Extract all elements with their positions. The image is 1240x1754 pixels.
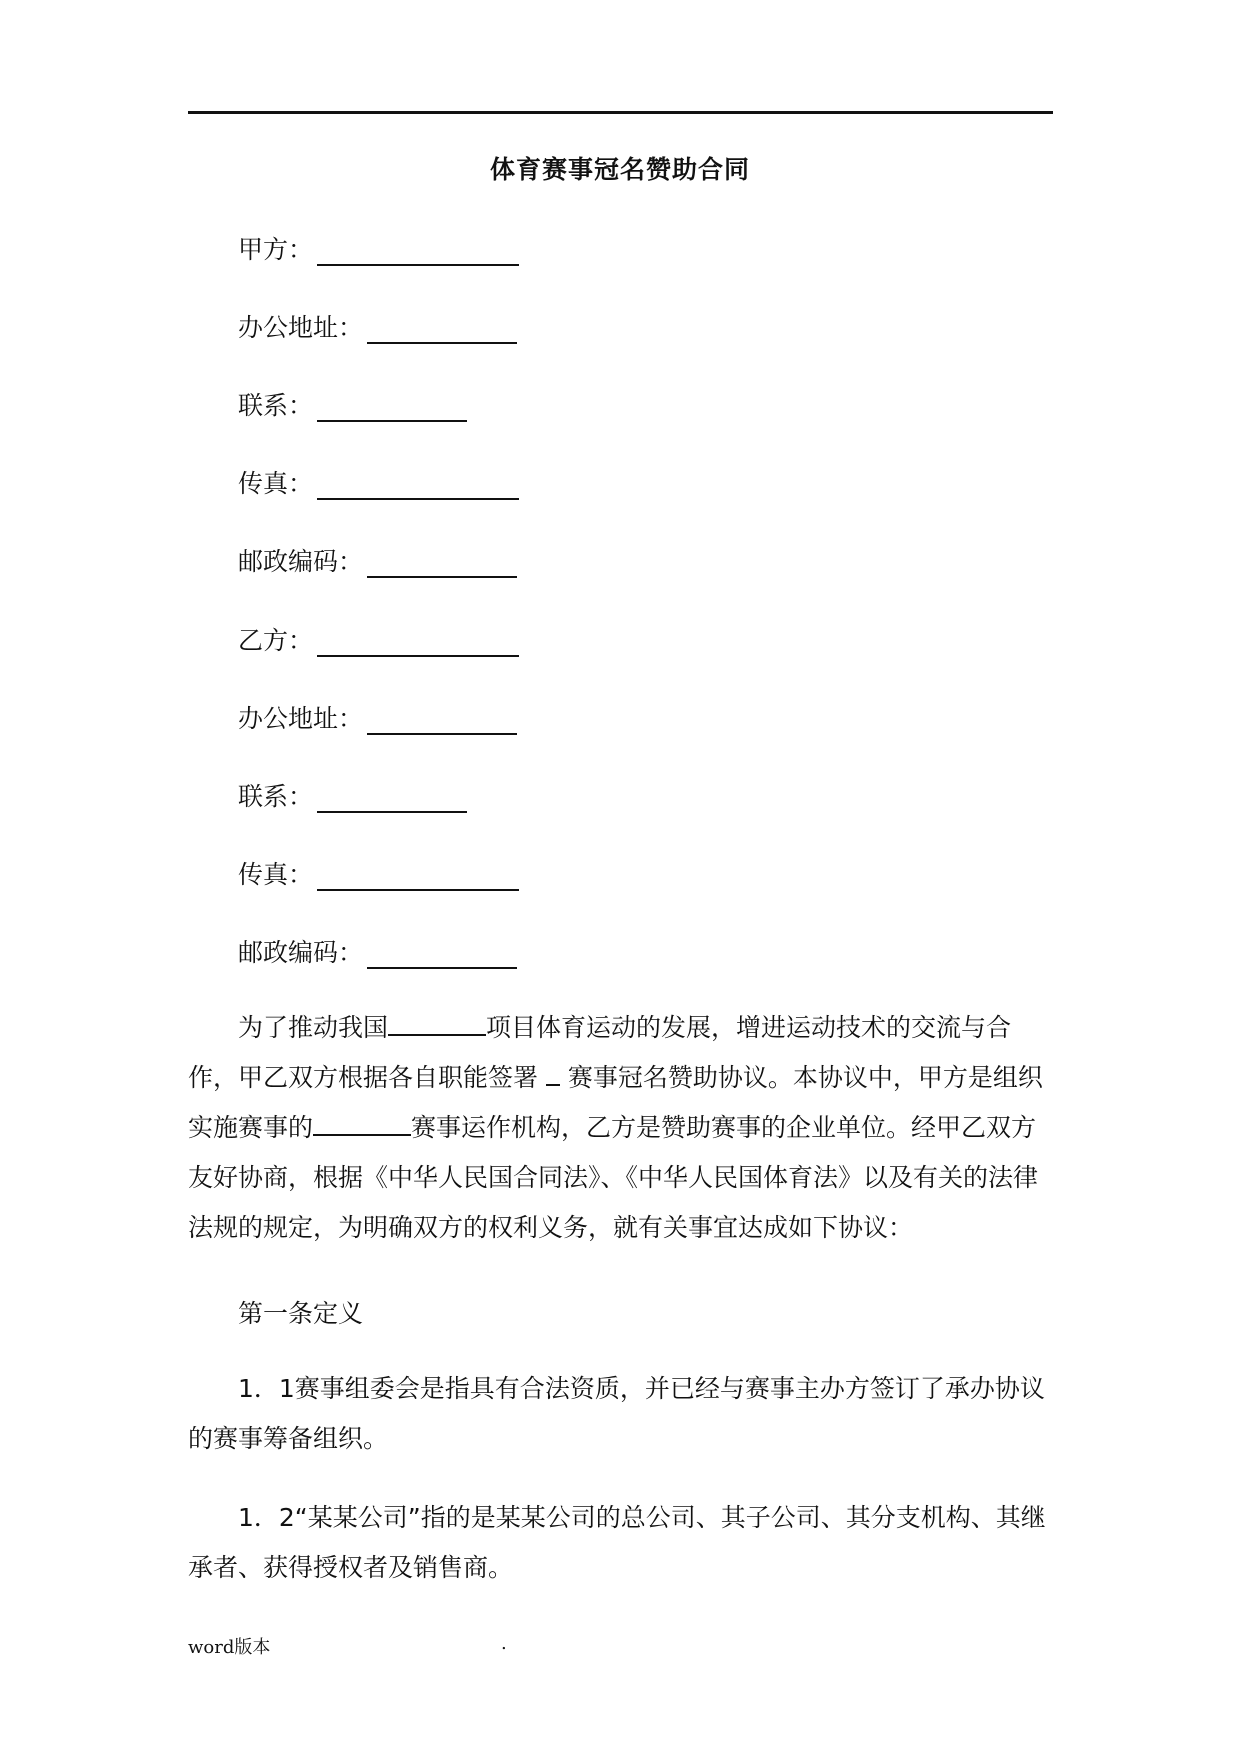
party-a-postcode-blank[interactable] — [367, 548, 517, 578]
article-1-heading: 第一条定义 — [238, 1299, 364, 1328]
party-b-fax-label: 传真： — [238, 860, 314, 889]
party-a-contact-blank[interactable] — [317, 392, 467, 422]
party-b-contact-label: 联系： — [238, 782, 314, 811]
preamble-part2: 项目体育运动的发展，增进运动技术的交流与合作，甲乙双方根据各自职能签署 — [188, 1013, 1012, 1092]
party-a-postcode-field — [238, 538, 517, 578]
sport-project-blank[interactable] — [388, 1010, 486, 1036]
party-a-fax-field — [238, 460, 519, 500]
party-a-address-label: 办公地址： — [238, 313, 364, 342]
party-a-contact-label: 联系： — [238, 391, 314, 420]
party-a-name-blank[interactable] — [317, 236, 519, 266]
party-a-name-label: 甲方： — [238, 235, 314, 264]
footer-dot: . — [501, 1633, 507, 1654]
header-rule — [188, 111, 1053, 114]
party-b-postcode-blank[interactable] — [367, 939, 517, 969]
document-title: 体育赛事冠名赞助合同 — [489, 155, 750, 184]
party-b-fax-blank[interactable] — [317, 861, 519, 891]
party-b-postcode-field — [238, 929, 517, 969]
party-b-contact-field — [238, 773, 467, 813]
party-a-fax-blank[interactable] — [317, 470, 519, 500]
preamble-paragraph — [188, 1003, 1058, 1253]
party-a-address-field — [238, 304, 517, 344]
party-b-address-field — [238, 695, 517, 735]
party-b-address-label: 办公地址： — [238, 704, 364, 733]
party-b-name-field — [238, 617, 519, 657]
clause-1-1: 1．1赛事组委会是指具有合法资质，并已经与赛事主办方签订了承办协议的赛事筹备组织。 — [188, 1374, 1045, 1453]
party-b-name-blank[interactable] — [317, 627, 519, 657]
party-b-fax-field — [238, 851, 519, 891]
footer-version-label: word版本 — [188, 1637, 271, 1658]
party-b-postcode-label: 邮政编码： — [238, 938, 364, 967]
clause-1-2: 1．2“某某公司”指的是某某公司的总公司、其子公司、其分支机构、其继承者、获得授权者及销售商。 — [188, 1503, 1046, 1582]
operator-name-blank[interactable] — [313, 1110, 411, 1136]
party-a-name-field — [238, 226, 519, 266]
preamble-part4: 赛事运作机构，乙方是赞助赛事的企业单位。经甲乙双方友好协商，根据《中华人民国合同法》、《中华人民国体育法》以及有关的法律法规的规定，为明确双方的权利义务，就有关事宜达成如下协议： — [188, 1113, 1039, 1242]
party-b-address-blank[interactable] — [367, 705, 517, 735]
party-a-contact-field — [238, 382, 467, 422]
party-a-address-blank[interactable] — [367, 314, 517, 344]
preamble-part1: 为了推动我国 — [238, 1013, 389, 1042]
party-a-fax-label: 传真： — [238, 469, 314, 498]
event-name-blank[interactable] — [546, 1060, 560, 1086]
party-a-postcode-label: 邮政编码： — [238, 547, 364, 576]
party-b-name-label: 乙方： — [238, 626, 314, 655]
preamble-part3: 赛事冠名赞助协议。本协议中，甲方是组织实施赛事的 — [188, 1063, 1043, 1142]
party-b-contact-blank[interactable] — [317, 783, 467, 813]
